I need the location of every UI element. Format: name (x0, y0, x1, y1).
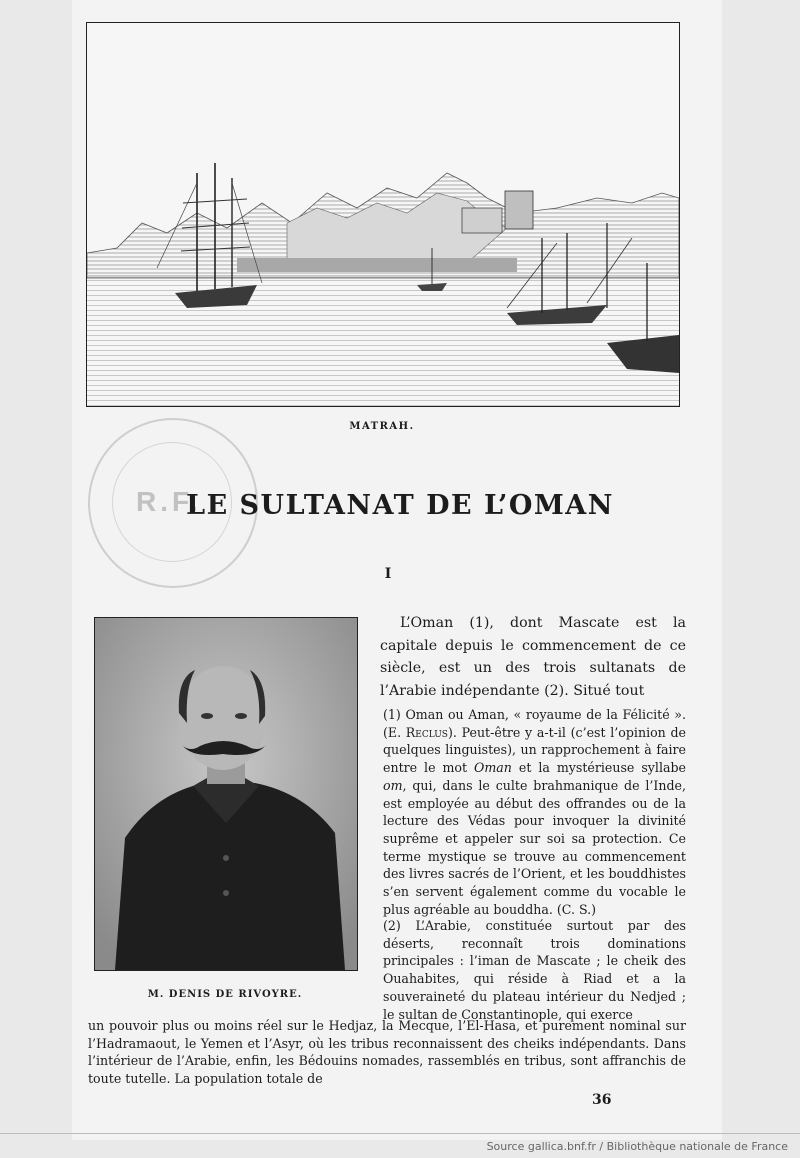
footnote-1 (383, 706, 686, 918)
footnote-1-author: Reclus (405, 724, 448, 740)
portrait-caption: M. DENIS DE RIVOYRE. (147, 989, 303, 1000)
section-number: I (384, 566, 392, 582)
footnote-1-term-oman: Oman (474, 760, 512, 776)
footer-divider (0, 1133, 800, 1134)
footnote-1-term-om: om (383, 777, 403, 793)
body-text: L’Oman (1), dont Mascate est la capitale depuis le commencement de ce siècle, est un des trois sultanats de l’Arabie indépendante (2). Situé tout (380, 615, 686, 699)
harbor-illustration (87, 23, 679, 406)
portrait-photo (94, 617, 358, 971)
article-title: LE SULTANAT DE L’OMAN (186, 490, 614, 521)
matrah-engraving (86, 22, 680, 407)
body-paragraph (380, 612, 686, 702)
footnote-1-part-a: (1) Oman ou Aman, « royaume de la Félicité ». (E. (383, 707, 686, 740)
footnote-1-part-d: , qui, dans le culte brahmanique de l’Inde, est employée au début des offrandes ou de la lecture des Védas pour invoquer la divinité suprême et appeler sur soi sa protection. Ce terme mystique se trouve au commencement des livres sacrés de l’Orient, et les bouddhistes s’en servent également comme du vocable le plus agréable au bouddha. (C. S.) (383, 777, 686, 917)
portrait-illustration (95, 618, 357, 970)
footnote-1-part-c: et la mystérieuse syllabe (511, 760, 686, 776)
engraving-caption: MATRAH. (349, 421, 415, 432)
source-credit: Source gallica.bnf.fr / Bibliothèque nationale de France (486, 1140, 788, 1153)
footnote-2-continuation: un pouvoir plus ou moins réel sur le Hedjaz, la Mecque, l’El-Hasa, et purement nominal sur l’Hadramaout, le Yemen et l’Asyr, où les tribus reconnaissent des cheiks indépendants. Dans l’intérieur de l’Arabie, enfin, les Bédouins nomades, rassemblés en tribus, sont affranchis de toute tutelle. La population totale de (88, 1018, 686, 1087)
footnote-2: (2) L’Arabie, constituée surtout par des déserts, reconnaît trois dominations principales : l’iman de Mascate ; le cheik des Ouahabites, qui réside à Riad et a la souveraineté du plateau intérieur du Nedjed ; le sultan de Constantinople, qui exerce (383, 918, 686, 1022)
footnote-1-part-b: ). Peut-être y a-t-il (c’est l’opinion de quelques linguistes), un rapprochement à faire entre le mot (383, 724, 686, 776)
stamp-mark: R.F. (136, 486, 202, 517)
page-number: 36 (592, 1092, 612, 1108)
